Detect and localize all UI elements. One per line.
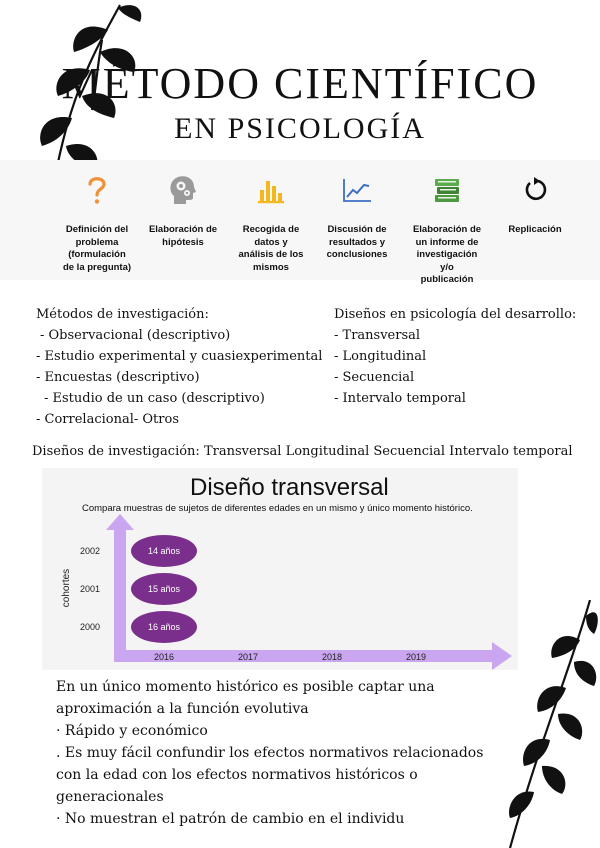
- y-tick-label: 2002: [79, 546, 101, 556]
- step-report: [404, 170, 490, 287]
- step-label-line: Recogida de: [242, 224, 300, 235]
- step-hypothesis: [140, 170, 226, 249]
- data-point-label: 15 años: [147, 584, 181, 594]
- data-point-label: 14 años: [147, 546, 181, 556]
- chart-plot: [42, 468, 518, 670]
- list-item: - Encuestas (descriptivo): [36, 370, 200, 385]
- x-tick-label: 2018: [321, 652, 343, 662]
- page-title: MÉTODO CIENTÍFICO: [61, 59, 539, 108]
- replay-icon: [521, 176, 549, 204]
- step-data-collection: [228, 170, 314, 274]
- data-point-label: 16 años: [147, 622, 181, 632]
- list-item: - Estudio experimental y cuasiexperimental: [36, 349, 323, 364]
- developmental-designs-heading: Diseños en psicología del desarrollo:: [334, 307, 577, 322]
- step-label-line: conclusiones: [326, 249, 388, 260]
- y-axis-label: cohortes: [61, 568, 72, 608]
- note-line: . Es muy fácil confundir los efectos normativos relacionados: [56, 745, 484, 761]
- research-methods-heading: Métodos de investigación:: [36, 307, 209, 322]
- step-label-line: Replicación: [508, 224, 562, 235]
- note-line: generacionales: [56, 789, 164, 805]
- step-label-line: Discusión de: [327, 224, 387, 235]
- step-label-line: Definición del: [65, 224, 129, 235]
- research-methods-list: [36, 304, 322, 430]
- step-label-line: un informe de: [415, 236, 479, 248]
- step-replication: [492, 170, 578, 237]
- y-axis-arrow: [106, 514, 134, 656]
- step-label-line: hipótesis: [162, 236, 204, 248]
- chart-subtitle: Compara muestras de sujetos de diferentes edades en un mismo y único momento histórico.: [82, 503, 473, 514]
- x-tick-label: 2017: [237, 652, 259, 662]
- developmental-designs-list: [334, 304, 576, 409]
- line-chart-icon: [342, 177, 372, 203]
- step-label-line: (formulación: [68, 249, 126, 260]
- x-tick-label: 2016: [153, 652, 175, 662]
- chart-title: Diseño transversal: [190, 474, 389, 501]
- step-label-line: y/o: [440, 261, 454, 273]
- y-tick-label: 2000: [79, 622, 101, 632]
- note-line: En un único momento histórico es posible captar una: [56, 679, 435, 695]
- note-line: · No muestran el patrón de cambio en el individu: [56, 811, 405, 827]
- step-label-line: análisis de los: [238, 249, 304, 260]
- list-item: - Secuencial: [334, 370, 415, 385]
- head-gears-icon: [168, 174, 198, 206]
- step-label-line: resultados y: [329, 236, 385, 248]
- y-tick-label: 2001: [79, 584, 101, 594]
- notes-block: [56, 676, 483, 830]
- step-label-line: Elaboración de: [412, 224, 482, 235]
- list-item: - Intervalo temporal: [334, 391, 466, 406]
- question-mark-icon: [85, 175, 109, 205]
- list-item: - Estudio de un caso (descriptivo): [44, 391, 265, 406]
- x-tick-label: 2019: [405, 652, 427, 662]
- step-label-line: de la pregunta): [62, 261, 132, 273]
- step-label-line: investigación: [416, 249, 478, 260]
- step-label-line: datos y: [254, 236, 288, 248]
- step-label-line: publicación: [420, 274, 474, 285]
- page-subtitle: EN PSICOLOGÍA: [174, 112, 426, 145]
- list-item: - Observacional (descriptivo): [40, 328, 231, 343]
- books-icon: [432, 176, 462, 204]
- note-line: · Rápido y económico: [56, 723, 208, 739]
- step-label-line: Elaboración de: [148, 224, 218, 235]
- research-designs-line: Diseños de investigación: Transversal Longitudinal Secuencial Intervalo temporal: [32, 444, 573, 459]
- list-item: - Longitudinal: [334, 349, 427, 364]
- note-line: con la edad con los efectos normativos históricos o: [56, 767, 418, 783]
- list-item: - Transversal: [334, 328, 421, 343]
- bar-chart-icon: [257, 176, 285, 204]
- step-label-line: mismos: [253, 261, 289, 273]
- step-label-line: problema: [75, 236, 119, 248]
- note-line: aproximación a la función evolutiva: [56, 701, 309, 717]
- list-item: - Correlacional- Otros: [36, 412, 179, 427]
- step-discussion: [314, 170, 400, 262]
- step-problem-definition: [54, 170, 140, 274]
